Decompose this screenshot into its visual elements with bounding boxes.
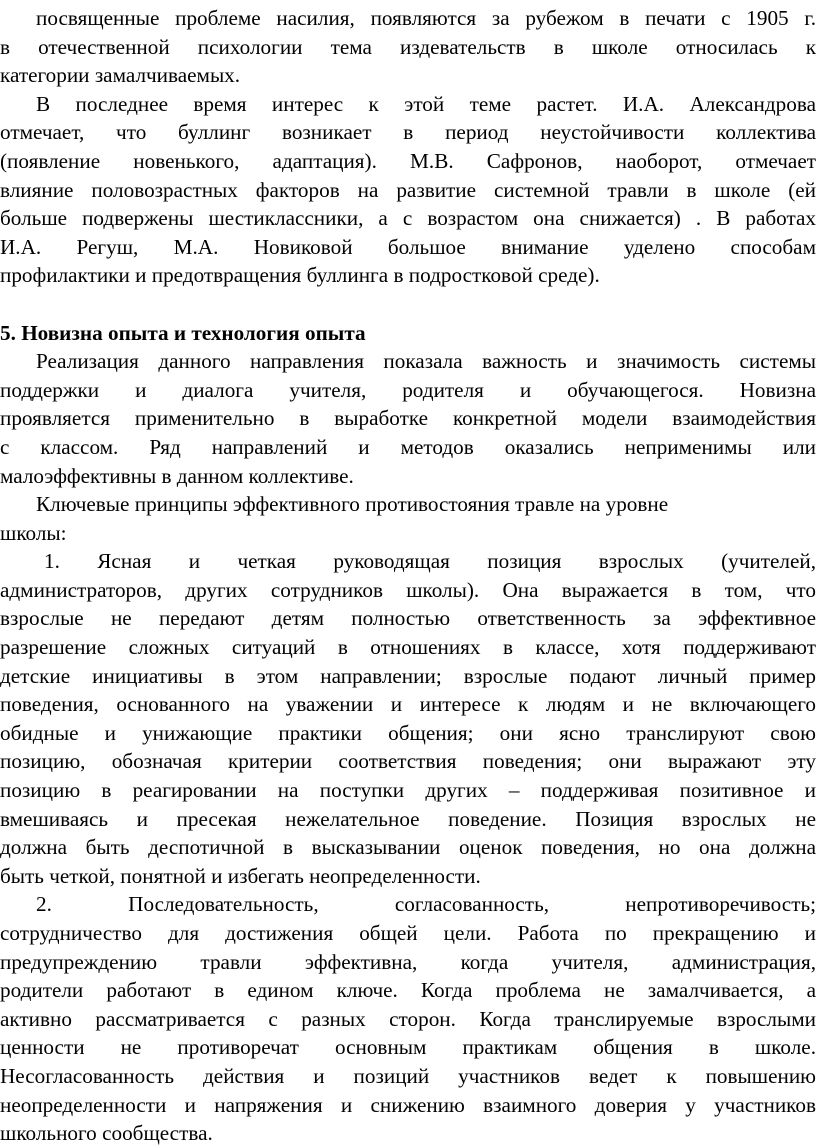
text-line: В последнее время интерес к этой теме растет. И.А. Александрова <box>36 91 816 116</box>
text-line: быть четкой, понятной и избегать неопределенности. <box>0 863 481 888</box>
text-line: разрешение сложных ситуаций в отношениях в классе, хотя поддерживают <box>0 635 816 660</box>
paragraph <box>0 90 816 290</box>
text-line: посвященные проблеме насилия, появляются за рубежом в печати с 1905 г. <box>36 6 816 30</box>
text-line: поведения, основанного на уважении и интересе к людям и не включающего <box>0 692 816 717</box>
paragraph <box>0 4 816 90</box>
paragraph <box>0 490 816 547</box>
text-line: неопределенности и напряжения и снижению взаимного доверия у участников <box>0 1092 816 1117</box>
text-line: малоэффективны в данном коллективе. <box>0 463 354 488</box>
text-line: влияние половозрастных факторов на развитие системной травли в школе (ей <box>0 177 816 202</box>
blank-line <box>0 290 816 319</box>
text-line: отмечает, что буллинг возникает в период неустойчивости коллектива <box>0 120 816 145</box>
text-line: категории замалчиваемых. <box>0 63 241 88</box>
text-line: с классом. Ряд направлений и методов оказались неприменимы или <box>0 434 816 459</box>
text-line: в отечественной психологии тема издевательств в школе относилась к <box>0 34 816 59</box>
text-line: Ключевые принципы эффективного противостояния травле на уровне <box>36 492 669 517</box>
text-line: школьного сообщества. <box>0 1121 213 1146</box>
text-line: предупреждению травли эффективна, когда учителя, администрация, <box>0 949 816 974</box>
paragraph <box>0 890 816 1147</box>
text-line: 1. Ясная и четкая руководящая позиция взрослых (учителей, <box>44 549 816 574</box>
text-line: 2. Последовательность, согласованность, непротиворечивость; <box>36 892 816 917</box>
text-line: Реализация данного направления показала важность и значимость системы <box>36 349 816 374</box>
text-line: должна быть деспотичной в высказывании оценок поведения, но она должна <box>0 835 816 860</box>
paragraph <box>0 347 816 490</box>
text-line: проявляется применительно в выработке конкретной модели взаимодействия <box>0 406 816 431</box>
text-line: взрослые не передают детям полностью ответственность за эффективное <box>0 606 816 631</box>
text-line: позицию в реагировании на поступки других – поддерживая позитивное и <box>0 778 816 803</box>
text-line: активно рассматривается с разных сторон. Когда транслируемые взрослыми <box>0 1006 816 1031</box>
text-line: Несогласованность действия и позиций участников ведет к повышению <box>0 1063 816 1088</box>
text-line: позицию, обозначая критерии соответствия поведения; они выражают эту <box>0 749 816 774</box>
text-line: администраторов, других сотрудников школы). Она выражается в том, что <box>0 577 816 602</box>
text-line: родители работают в едином ключе. Когда проблема не замалчивается, а <box>0 978 816 1003</box>
text-line: вмешиваясь и пресекая нежелательное поведение. Позиция взрослых не <box>0 806 816 831</box>
text-line: И.А. Регуш, М.А. Новиковой большое внимание уделено способам <box>0 234 816 259</box>
text-line: профилактики и предотвращения буллинга в подростковой среде). <box>0 263 600 288</box>
text-line: ценности не противоречат основным практикам общения в школе. <box>0 1035 816 1060</box>
paragraph <box>0 547 816 890</box>
text-line: (появление новенького, адаптация). М.В. Сафронов, наоборот, отмечает <box>0 148 816 173</box>
text-line: детские инициативы в этом направлении; взрослые подают личный пример <box>0 663 816 688</box>
text-line: сотрудничество для достижения общей цели. Работа по прекращению и <box>0 921 816 945</box>
section-heading <box>0 319 816 348</box>
text-line: больше подвержены шестиклассники, а с возрастом она снижается) . В работах <box>0 206 816 231</box>
text-line: школы: <box>0 520 67 545</box>
text-line: обидные и унижающие практики общения; они ясно транслируют свою <box>0 720 816 745</box>
text-line: 5. Новизна опыта и технология опыта <box>0 320 366 345</box>
text-line: поддержки и диалога учителя, родителя и обучающегося. Новизна <box>0 377 816 402</box>
